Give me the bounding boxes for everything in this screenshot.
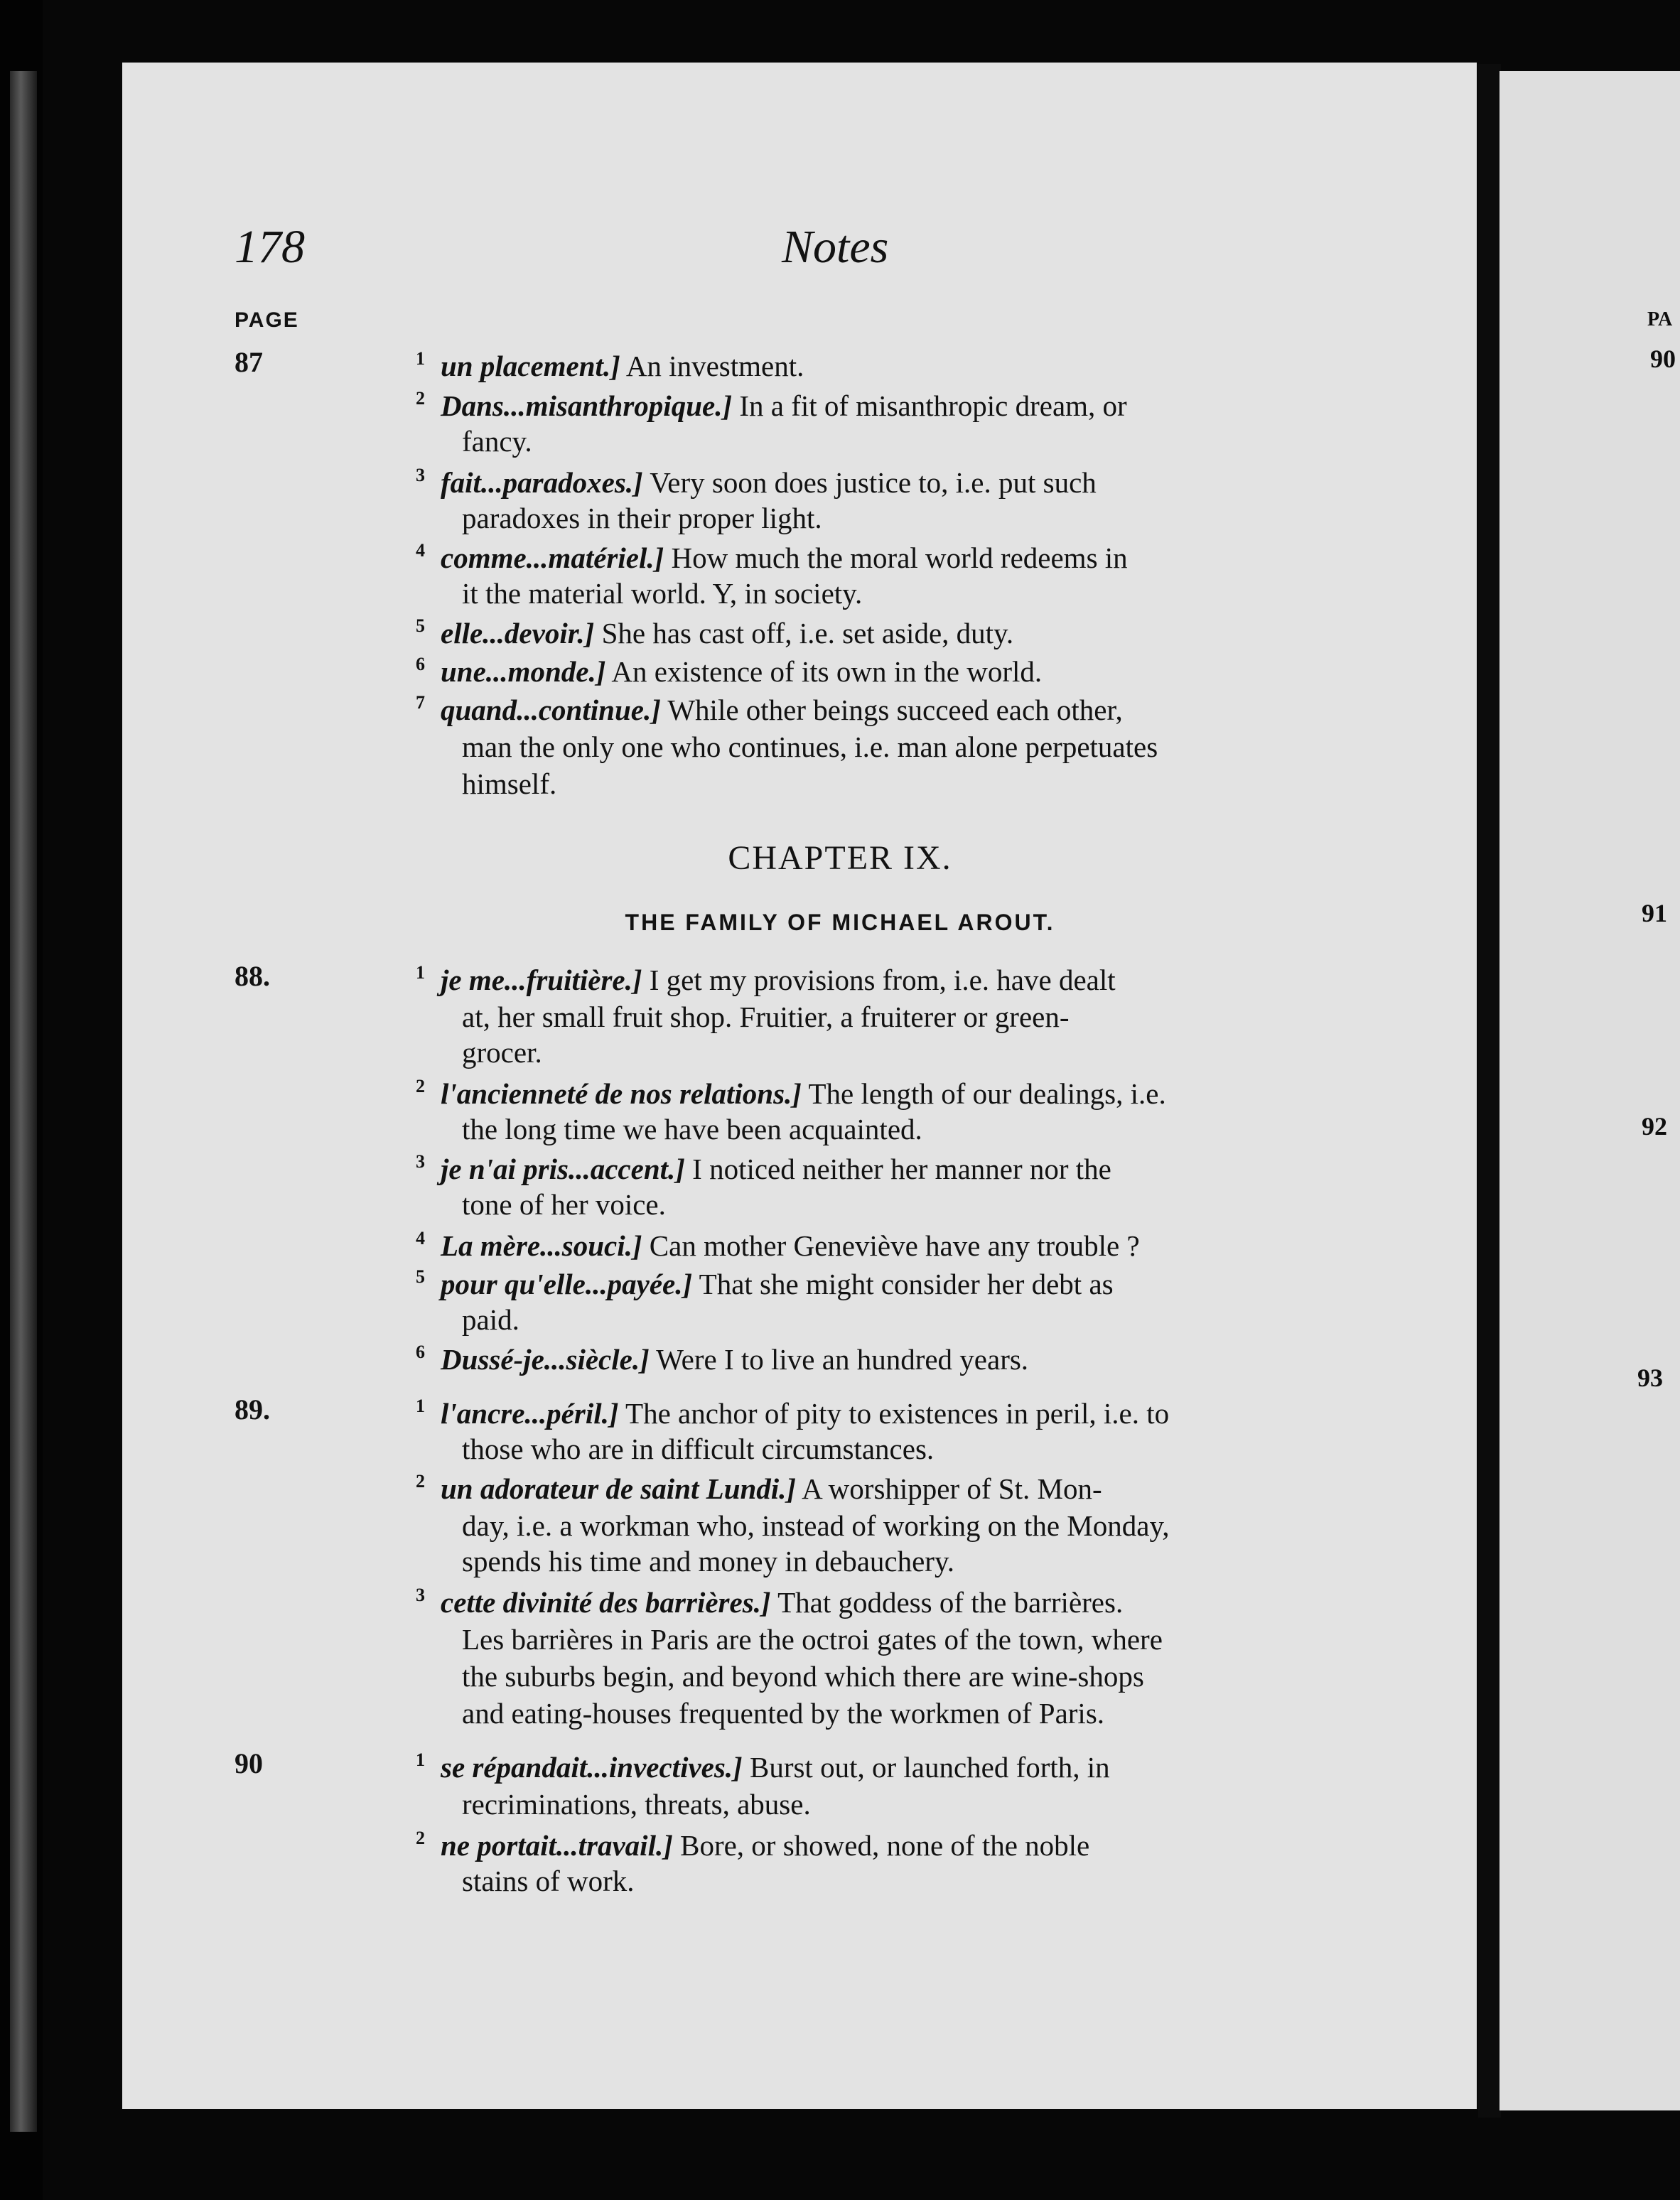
note-line (441, 1471, 1335, 1507)
note-gloss: A worshipper of St. Mon- (796, 1472, 1102, 1505)
note-continuation: the suburbs begin, and beyond which there are wine-shops (462, 1660, 1144, 1693)
running-head: Notes (782, 221, 889, 273)
note-marker: 3 (416, 1585, 425, 1605)
note-gloss: She has cast off, i.e. set aside, duty. (594, 617, 1014, 649)
note-lemma: comme...matériel.] (441, 541, 664, 574)
note-marker: 2 (416, 388, 425, 409)
note-marker: 7 (416, 692, 425, 713)
note-marker: 3 (416, 1151, 425, 1172)
note-marker: 4 (416, 1228, 425, 1249)
note-lemma: quand...continue.] (441, 694, 661, 726)
note-line (441, 388, 1335, 424)
note-continuation: at, her small fruit shop. Fruitier, a fruiterer or green- (462, 1001, 1070, 1033)
note-gloss: I noticed neither her manner nor the (684, 1153, 1111, 1185)
note-gloss: I get my provisions from, i.e. have dealt (642, 964, 1116, 996)
note-marker: 2 (416, 1076, 425, 1096)
note-line (441, 1076, 1335, 1112)
note-continuation: the long time we have been acquainted. (462, 1113, 922, 1145)
note-marker: 2 (416, 1828, 425, 1848)
note-marker: 1 (416, 348, 425, 369)
note-gloss: Very soon does justice to, i.e. put such (642, 466, 1097, 499)
note-lemma: l'ancienneté de nos relations.] (441, 1077, 802, 1110)
note-continuation: paid. (462, 1303, 519, 1336)
note-marker: 5 (416, 615, 425, 636)
note-gloss: That she might consider her debt as (692, 1268, 1114, 1300)
note-gloss: How much the moral world redeems in (664, 541, 1128, 574)
note-line (441, 1266, 1335, 1303)
note-line (441, 465, 1335, 501)
facing-page-number: 93 (1637, 1364, 1663, 1392)
note-page-ref: 89. (235, 1393, 270, 1425)
page-edge-left (10, 71, 37, 2132)
chapter-heading: CHAPTER IX. (728, 839, 952, 877)
note-line (441, 1342, 1335, 1378)
note-line (441, 1151, 1335, 1187)
note-lemma: une...monde.] (441, 655, 606, 688)
note-line (441, 1585, 1335, 1621)
note-line (441, 654, 1335, 690)
page-column-label: PAGE (235, 308, 299, 332)
note-continuation: grocer. (462, 1036, 542, 1069)
note-continuation: paradoxes in their proper light. (462, 502, 822, 534)
note-line (441, 615, 1335, 652)
note-gloss: Bore, or showed, none of the noble (672, 1829, 1090, 1862)
note-lemma: je me...fruitière.] (441, 964, 642, 996)
note-marker: 6 (416, 1342, 425, 1362)
note-lemma: fait...paradoxes.] (441, 466, 643, 499)
note-gloss: An existence of its own in the world. (605, 655, 1043, 688)
note-gloss: While other beings succeed each other, (660, 694, 1123, 726)
note-line (441, 692, 1335, 728)
note-gloss: The anchor of pity to existences in peril, i.e. to (618, 1397, 1170, 1430)
note-line (441, 540, 1335, 576)
note-gloss: An investment. (620, 350, 804, 382)
note-marker: 1 (416, 1396, 425, 1416)
note-lemma: je n'ai pris...accent.] (441, 1153, 685, 1185)
note-lemma: Dans...misanthropique.] (441, 389, 733, 422)
page-number: 178 (235, 221, 305, 273)
chapter-subtitle: THE FAMILY OF MICHAEL AROUT. (625, 910, 1055, 935)
note-lemma: ne portait...travail.] (441, 1829, 673, 1862)
note-marker: 3 (416, 465, 425, 485)
note-gloss: The length of our dealings, i.e. (801, 1077, 1166, 1110)
note-line (441, 962, 1335, 998)
note-line (441, 1228, 1335, 1264)
note-gloss: That goddess of the barrières. (770, 1586, 1124, 1619)
note-marker: 5 (416, 1266, 425, 1287)
facing-page-number: 90 (1650, 345, 1676, 373)
note-page-ref: 90 (235, 1747, 263, 1779)
note-continuation: stains of work. (462, 1865, 635, 1897)
note-line (441, 1396, 1335, 1432)
facing-page-number: 92 (1642, 1112, 1667, 1141)
note-continuation: it the material world. Y, in society. (462, 577, 863, 610)
note-marker: 2 (416, 1471, 425, 1492)
note-lemma: elle...devoir.] (441, 617, 595, 649)
note-line (441, 1749, 1335, 1786)
note-page-ref: 87 (235, 346, 263, 378)
book-gutter (1478, 64, 1501, 2118)
note-lemma: Dussé-je...siècle.] (441, 1343, 650, 1376)
facing-page-number: 91 (1642, 899, 1667, 927)
note-gloss: Can mother Geneviève have any trouble ? (642, 1229, 1140, 1262)
note-marker: 4 (416, 540, 425, 561)
note-marker: 1 (416, 962, 425, 983)
note-gloss: Burst out, or launched forth, in (742, 1751, 1110, 1784)
note-continuation: Les barrières in Paris are the octroi gates of the town, where (462, 1623, 1163, 1656)
note-continuation: those who are in difficult circumstances. (462, 1433, 935, 1465)
note-continuation: recriminations, threats, abuse. (462, 1788, 811, 1821)
note-continuation: and eating-houses frequented by the workmen of Paris. (462, 1697, 1105, 1730)
note-continuation: spends his time and money in debauchery. (462, 1545, 955, 1578)
note-lemma: cette divinité des barrières.] (441, 1586, 771, 1619)
note-lemma: La mère...souci.] (441, 1229, 642, 1262)
note-page-ref: 88. (235, 960, 270, 992)
note-gloss: In a fit of misanthropic dream, or (732, 389, 1127, 422)
note-lemma: l'ancre...péril.] (441, 1397, 619, 1430)
note-marker: 6 (416, 654, 425, 674)
note-continuation: day, i.e. a workman who, instead of working on the Monday, (462, 1509, 1170, 1542)
note-continuation: fancy. (462, 425, 532, 458)
note-lemma: un placement.] (441, 350, 620, 382)
note-line (441, 348, 1335, 384)
note-marker: 1 (416, 1749, 425, 1770)
note-lemma: un adorateur de saint Lundi.] (441, 1472, 797, 1505)
facing-page-sheet (1499, 71, 1680, 2110)
note-lemma: pour qu'elle...payée.] (441, 1268, 693, 1300)
note-line (441, 1828, 1335, 1864)
note-gloss: Were I to live an hundred years. (649, 1343, 1029, 1376)
note-continuation: himself. (462, 767, 557, 800)
note-continuation: tone of her voice. (462, 1188, 666, 1221)
note-lemma: se répandait...invectives.] (441, 1751, 743, 1784)
facing-page-col-label: PA (1647, 308, 1673, 330)
note-continuation: man the only one who continues, i.e. man alone perpetuates (462, 730, 1158, 763)
